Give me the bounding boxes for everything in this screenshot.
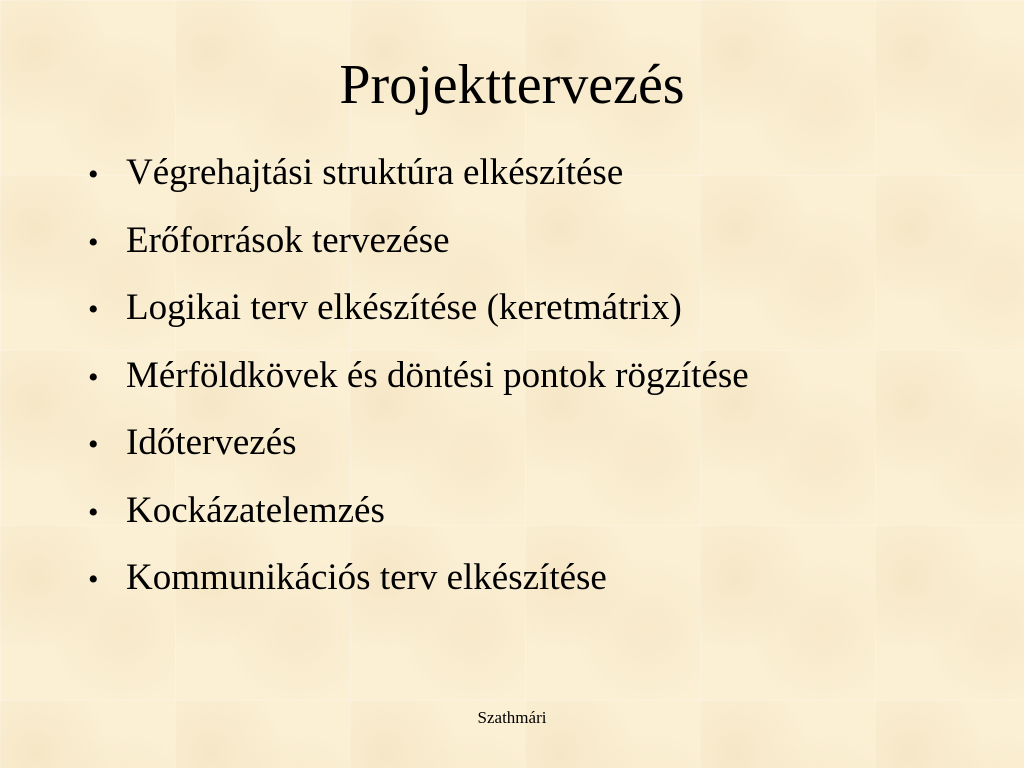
bullet-item [80, 208, 749, 276]
bullet-icon: • [88, 360, 99, 394]
bullet-item [80, 343, 749, 411]
bullet-icon: • [88, 158, 99, 191]
bullet-text: Logikai terv elkészítése (keretmátrix) [126, 287, 682, 328]
bullet-text: Kommunikációs terv elkészítése [126, 557, 607, 598]
bullet-text: Erőforrások tervezése [126, 219, 450, 261]
bullet-item [80, 140, 749, 208]
bullet-item [80, 275, 749, 343]
bullet-text: Végrehajtási struktúra elkészítése [126, 152, 624, 193]
bullet-text: Mérföldkövek és döntési pontok rögzítése [126, 354, 749, 396]
bullet-text: Időtervezés [126, 422, 297, 463]
bullet-icon: • [88, 225, 99, 259]
bullet-icon: • [88, 495, 99, 529]
bullet-icon: • [88, 563, 99, 596]
bullet-item [80, 410, 749, 478]
bullet-item [80, 545, 749, 613]
bullet-icon: • [88, 293, 99, 326]
bullet-icon: • [88, 428, 99, 461]
slide-title: Projekttervezés [339, 54, 685, 116]
slide-footer-author: Szathmári [477, 708, 547, 727]
bullet-text: Kockázatelemzés [126, 489, 385, 531]
bullet-item [80, 478, 749, 546]
bullet-list [80, 140, 749, 613]
